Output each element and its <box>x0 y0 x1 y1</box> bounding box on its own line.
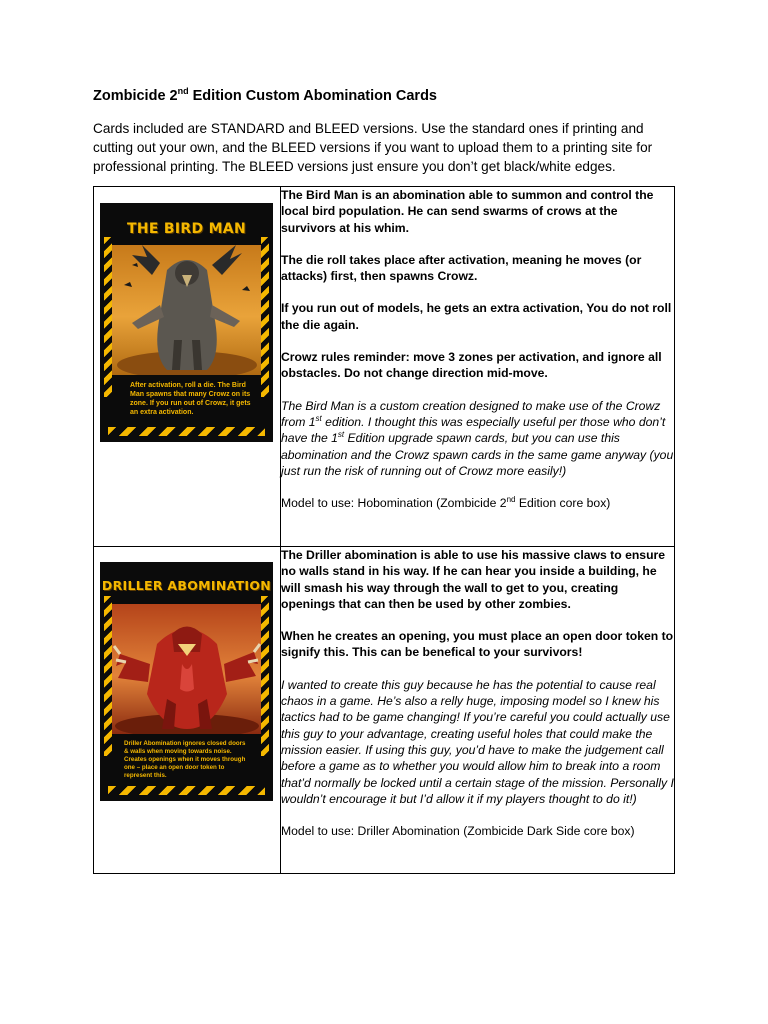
table-row <box>94 547 675 874</box>
card-title: THE BIRD MAN <box>127 221 246 237</box>
card-description-cell <box>281 547 675 874</box>
document-title: Zombicide 2nd Edition Custom Abomination Cards <box>93 86 437 104</box>
hazard-stripe-left <box>104 237 112 397</box>
designer-note: I wanted to create this guy because he has the potential to cause real chaos in a game. He’s also a relly huge, imposing model so I knew his tactics had to be game changing! If you’re careful you could actually use this guy to your advantage, creating useful holes that could make the mission easier. If using this guy, you’d have to make the judgement call before a game as to whether you would allow him to break into a room that’d normally be locked until a certain stage of the mission. Personally I wouldn’t encourage it but I’d allow it if my players thought to do it!) <box>281 677 674 806</box>
card-image-cell <box>94 187 281 547</box>
hazard-stripe-left <box>104 596 112 756</box>
rules-reminder: Crowz rules reminder: move 3 zones per activation, and ignore all obstacles. Do not change direction mid-move. <box>281 350 662 381</box>
driller-abomination-art <box>112 604 261 734</box>
description-paragraph: The Bird Man is an abomination able to summon and control the local bird population. He can send swarms of crows at the survivors at his whim. <box>281 188 654 235</box>
model-to-use: Model to use: Driller Abomination (Zombicide Dark Side core box) <box>281 824 635 839</box>
card-ability-text: Driller Abomination ignores closed doors & walls when moving towards noise. Creates openings when it moves through one – place an open door token to represent this. <box>124 740 246 779</box>
hazard-stripe-right <box>261 237 269 397</box>
cards-table <box>93 186 675 874</box>
card-ability-text: After activation, roll a die. The Bird Man spawns that many Crowz on its zone. If you run out of Crowz, it gets an extra activation. <box>130 382 251 416</box>
card-description-cell <box>281 187 675 547</box>
table-row <box>94 187 675 547</box>
driller-abomination-card-image <box>100 562 273 801</box>
description-paragraph: The Driller abomination is able to use his massive claws to ensure no walls stand in his way. If he can hear you inside a building, he will smash his way through the wall to get to you, creating openings that can then be used by other zombies. <box>281 548 666 611</box>
card-image-cell <box>94 547 281 874</box>
model-to-use: Model to use: Hobomination (Zombicide 2nd Edition core box) <box>281 495 611 511</box>
card-title: DRILLER ABOMINATION <box>101 578 272 593</box>
description-paragraph: If you run out of models, he gets an extra activation, You do not roll the die again. <box>281 301 672 332</box>
description-paragraph: When he creates an opening, you must place an open door token to signify this. This can be benefical to your survivors! <box>281 629 674 660</box>
bird-man-card-image <box>100 203 273 442</box>
bird-man-art <box>112 245 261 375</box>
designer-note: The Bird Man is a custom creation designed to make use of the Crowz from 1st edition. I thought this was especially useful per those who don’t have the 1st Edition upgrade spawn cards, but you can use this abomination and the Crowz spawn cards in the same game anyway (you just run the risk of running out of Crowz more easily!) <box>281 398 674 478</box>
hazard-stripe-bottom <box>108 786 265 795</box>
hazard-stripe-right <box>261 596 269 756</box>
hazard-stripe-bottom <box>108 427 265 436</box>
intro-paragraph: Cards included are STANDARD and BLEED versions. Use the standard ones if printing and cutting out your own, and the BLEED versions if you want to upload them to a printing site for professional printing. The BLEED versions just ensure you don’t get black/white edges. <box>93 121 653 174</box>
description-paragraph: The die roll takes place after activation, meaning he moves (or attacks) first, then spawns Crowz. <box>281 252 642 284</box>
